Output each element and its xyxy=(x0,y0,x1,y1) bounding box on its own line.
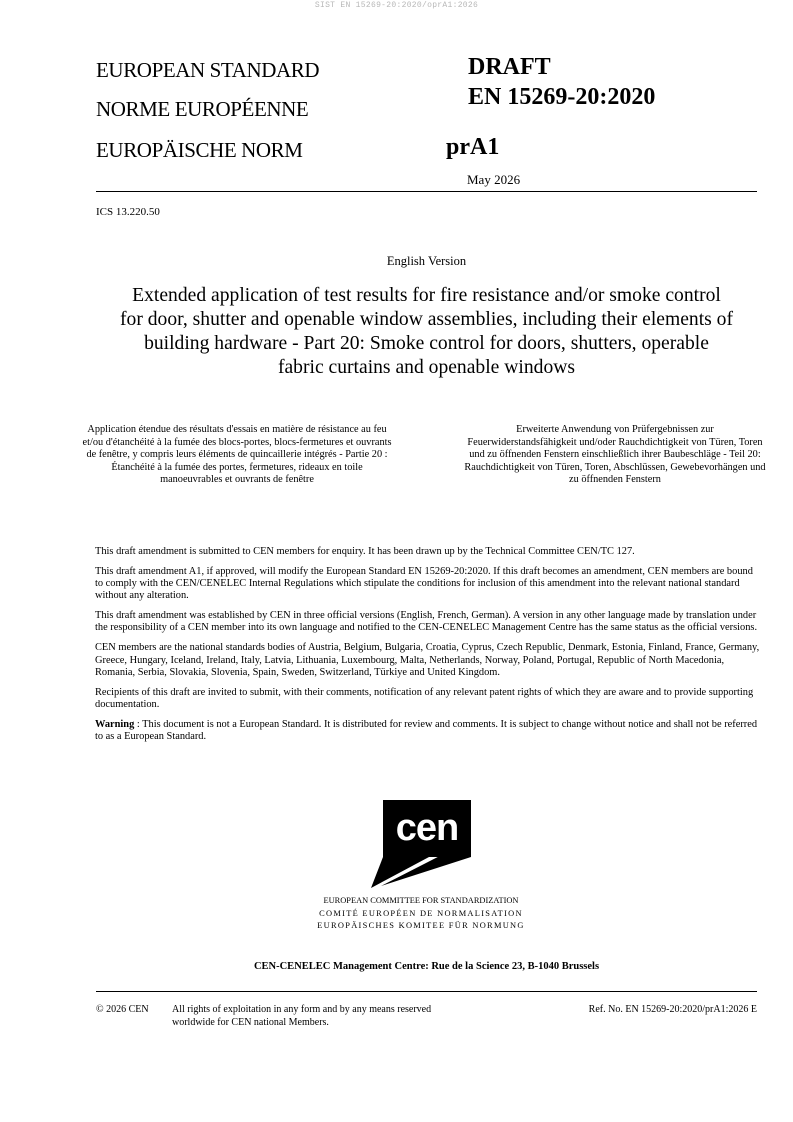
committee-names xyxy=(280,895,562,933)
paragraph: This draft amendment A1, if approved, will modify the European Standard EN 15269-20:2020. If this draft becomes an amendment, CEN members are bound to comply with the CEN/CENELEC Internal Regulations which stipulate the conditions for inclusion of this amendment into the relevant national standard without any alteration. xyxy=(95,565,753,602)
header-rule xyxy=(96,191,757,192)
rights-line: All rights of exploitation in any form and by any means reserved xyxy=(172,1004,432,1015)
paragraph: This draft amendment is submitted to CEN members for enquiry. It has been drawn up by the Technical Committee CEN/TC 127. xyxy=(95,546,635,557)
rights-notice xyxy=(172,1004,502,1029)
warning-paragraph xyxy=(95,719,761,744)
body-text xyxy=(95,546,761,751)
svg-text:cen: cen xyxy=(395,807,459,849)
warning-text: : This document is not a European Standard. It is distributed for review and comments. It is subject to change without notice and shall not be referred to as a European Standard. xyxy=(95,718,758,743)
cen-logo xyxy=(371,800,483,888)
warning-label: Warning xyxy=(95,718,135,730)
committee-name-de: EUROPÄISCHES KOMITEE FÜR NORMUNG xyxy=(317,921,525,930)
paragraph: CEN members are the national standards bodies of Austria, Belgium, Bulgaria, Croatia, Cyprus, Czech Republic, Denmark, Estonia, Finland, France, Germany, Greece, Hungary, Iceland, Ireland, Italy, Latvia, Lithuania, Luxembourg, Malta, Netherlands, Norway, Poland, Portugal, Republic of North Macedonia, Romania, Serbia, Slovakia, Slovenia, Spain, Sweden, Switzerland, Türkiye and United Kingdom. xyxy=(95,642,760,678)
draft-label: DRAFT xyxy=(468,54,551,80)
amendment-label: prA1 xyxy=(446,134,500,160)
rights-line: worldwide for CEN national Members. xyxy=(172,1016,329,1028)
standard-name-de: EUROPÄISCHE NORM xyxy=(96,138,303,162)
ics-code: ICS 13.220.50 xyxy=(96,206,160,218)
committee-name-fr: COMITÉ EUROPÉEN DE NORMALISATION xyxy=(319,908,523,918)
footer-rule xyxy=(96,991,757,992)
watermark: SIST EN 15269-20:2020/oprA1:2026 xyxy=(314,1,479,10)
paragraph: This draft amendment was established by CEN in three official versions (English, French, German). A version in any other language made by translation under the responsibility of a CEN member into its own language and notified to the CEN-CENELEC Management Centre has the same status as the official versions. xyxy=(95,610,758,634)
draft-block xyxy=(468,52,655,112)
copyright: © 2026 CEN xyxy=(96,1004,149,1015)
management-centre: CEN-CENELEC Management Centre: Rue de la Science 23, B-1040 Brussels xyxy=(253,961,600,972)
title-french: Application étendue des résultats d'essais en matière de résistance au feu et/ou d'étanchéité à la fumée des blocs-portes, blocs-fermetures et ouvrants de fenêtre, y compris leurs éléments de quincaillerie intégrés - Partie 20 : Étanchéité à la fumée des portes, fermetures, rideaux en toile manoeuvrables et ouvrants de fenêtre xyxy=(82,424,392,485)
reference-number: Ref. No. EN 15269-20:2020/prA1:2026 E xyxy=(588,1004,757,1015)
publication-date: May 2026 xyxy=(467,172,521,187)
title-german: Erweiterte Anwendung von Prüfergebnissen zur Feuerwiderstandsfähigkeit und/oder Rauchdichtigkeit von Türen, Toren und zu öffnenden Fenstern einschließlich ihrer Baubeschläge - Teil 20: Rauchdichtigkeit von Türen, Toren, Abschlüssen, Gewebevorhängen und zu öffnenden Fenstern xyxy=(464,424,766,485)
document-title: Extended application of test results for fire resistance and/or smoke control for door, shutter and openable window assemblies, including their elements of building hardware - Part 20: Smoke control for doors, shutters, operable fabric curtains and openable windows xyxy=(120,285,734,378)
standard-name-fr: NORME EUROPÉENNE xyxy=(96,97,309,121)
committee-name-en: EUROPEAN COMMITTEE FOR STANDARDIZATION xyxy=(323,896,519,905)
standard-name-en: EUROPEAN STANDARD xyxy=(96,58,320,82)
paragraph: Recipients of this draft are invited to submit, with their comments, notification of any relevant patent rights of which they are aware and to provide supporting documentation. xyxy=(95,686,754,710)
standard-number: EN 15269-20:2020 xyxy=(468,84,656,110)
version-label: English Version xyxy=(386,254,467,268)
